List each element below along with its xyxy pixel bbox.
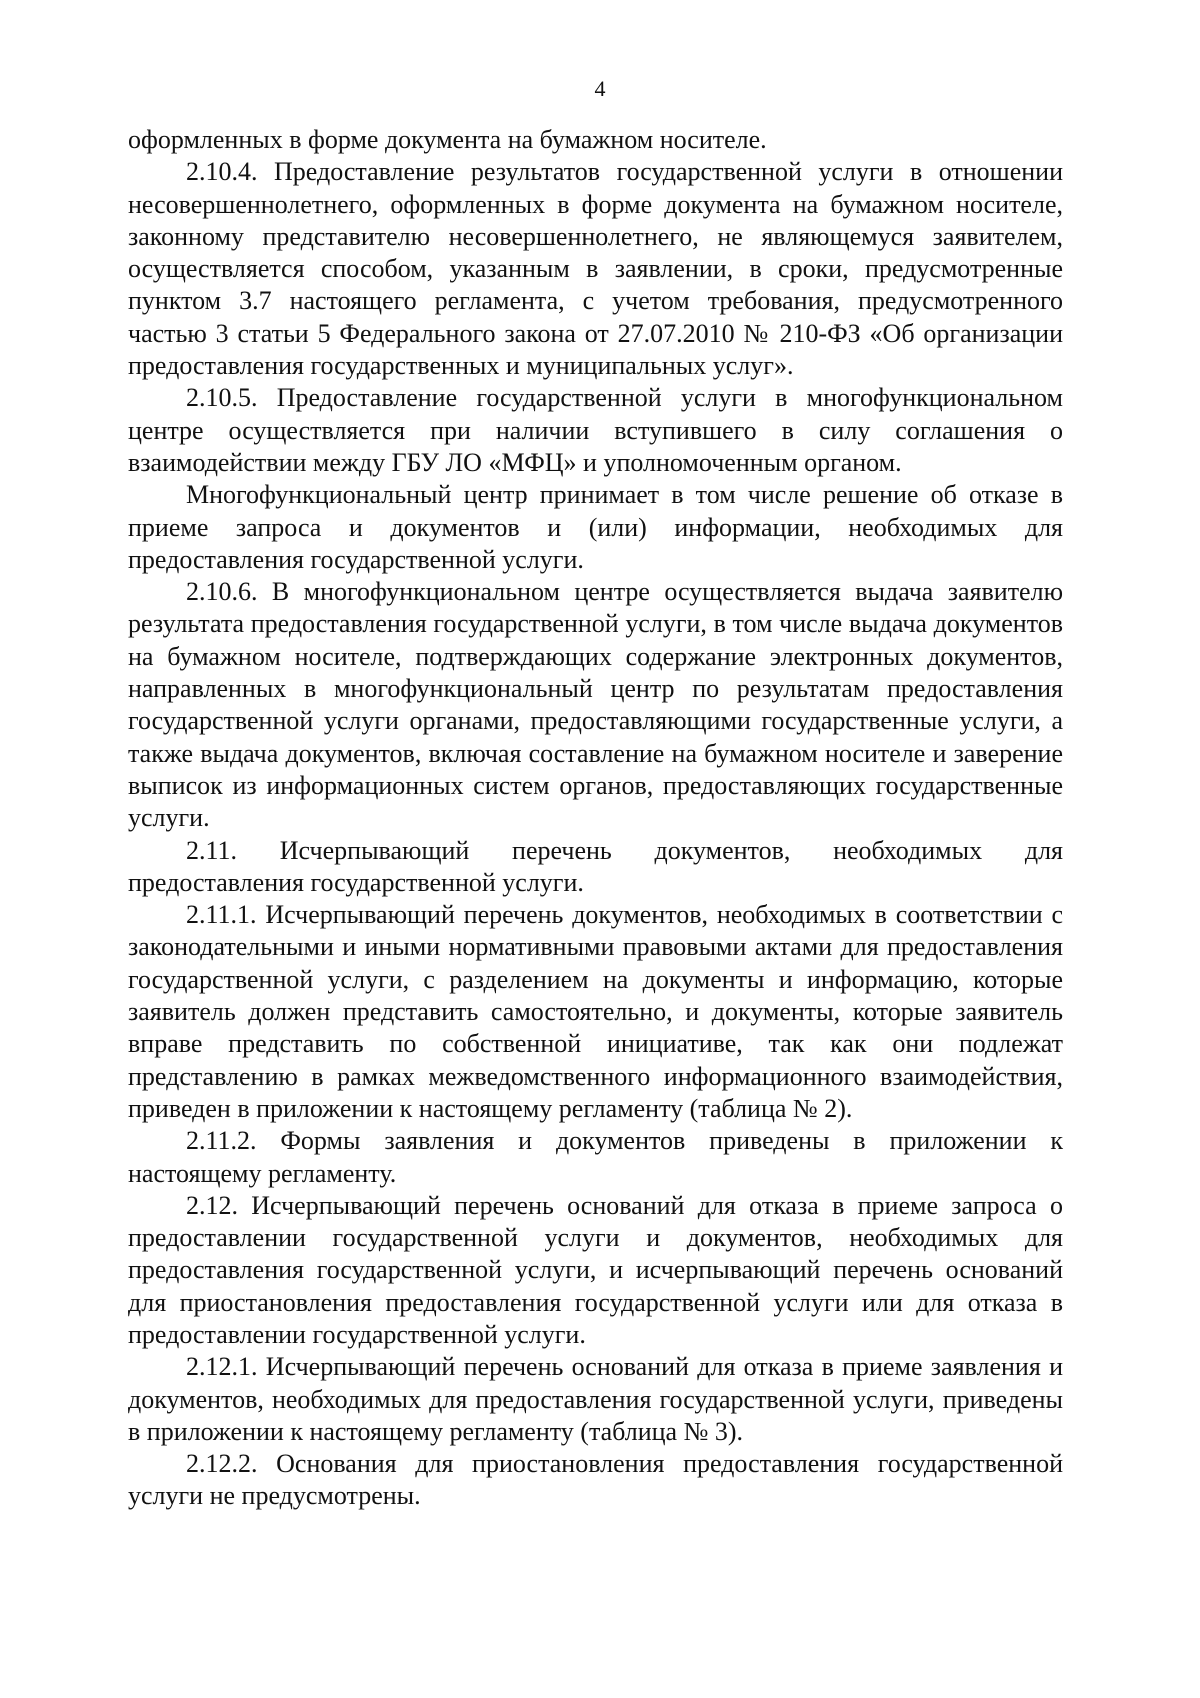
paragraph-continuation: оформленных в форме документа на бумажном носителе. bbox=[128, 125, 767, 154]
paragraph-2-11-2: 2.11.2. Формы заявления и документов приведены в приложении к настоящему регламенту. bbox=[128, 1126, 1063, 1188]
paragraph-2-12: 2.12. Исчерпывающий перечень оснований для отказа в приеме запроса о предоставлении государственной услуги и документов, необходимых для предоставления государственной услуги, и исчерпывающий перечень оснований для приостановления предоставления государственной услуги или для отказа в предоставлении государственной услуги. bbox=[128, 1190, 1063, 1349]
paragraph-2-10-5: 2.10.5. Предоставление государственной услуги в многофункциональном центре осуществляется при наличии вступившего в силу соглашения о взаимодействии между ГБУ ЛО «МФЦ» и уполномоченным органом. bbox=[128, 383, 1063, 477]
paragraph-2-11-1: 2.11.1. Исчерпывающий перечень документов, необходимых в соответствии с законодательными и иными нормативными правовыми актами для предоставления государственной услуги, с разделением на документы и информацию, которые заявитель должен представить самостоятельно, и документы, которые заявитель вправе представить по собственной инициативе, так как они подлежат представлению в рамках межведомственного информационного взаимодействия, приведен в приложении к настоящему регламенту (таблица № 2). bbox=[128, 900, 1063, 1123]
paragraph-2-10-6: 2.10.6. В многофункциональном центре осуществляется выдача заявителю результата предоставления государственной услуги, в том числе выдача документов на бумажном носителе, подтверждающих содержание электронных документов, направленных в многофункциональный центр по результатам предоставления государственной услуги органами, предоставляющими государственные услуги, а также выдача документов, включая составление на бумажном носителе и заверение выписок из информационных систем органов, предоставляющих государственные услуги. bbox=[128, 577, 1063, 833]
paragraph-2-12-1: 2.12.1. Исчерпывающий перечень оснований для отказа в приеме заявления и документов, необходимых для предоставления государственной услуги, приведены в приложении к настоящему регламенту (таблица № 3). bbox=[128, 1352, 1063, 1446]
paragraph-2-10-4: 2.10.4. Предоставление результатов государственной услуги в отношении несовершеннолетнего, оформленных в форме документа на бумажном носителе, законному представителю несовершеннолетнего, не являющемуся заявителем, осуществляется способом, указанным в заявлении, в сроки, предусмотренные пунктом 3.7 настоящего регламента, с учетом требования, предусмотренного частью 3 статьи 5 Федерального закона от 27.07.2010 № 210-ФЗ «Об организации предоставления государственных и муниципальных услуг». bbox=[128, 157, 1063, 381]
paragraph-2-12-2: 2.12.2. Основания для приостановления предоставления государственной услуги не предусмотрены. bbox=[128, 1449, 1063, 1511]
paragraph-mfc-refusal: Многофункциональный центр принимает в том числе решение об отказе в приеме запроса и документов и (или) информации, необходимых для предоставления государственной услуги. bbox=[128, 480, 1063, 574]
document-body bbox=[128, 124, 1063, 1513]
paragraph-2-11: 2.11. Исчерпывающий перечень документов, необходимых для предоставления государственной услуги. bbox=[128, 835, 1063, 897]
page-number: 4 bbox=[594, 76, 606, 101]
